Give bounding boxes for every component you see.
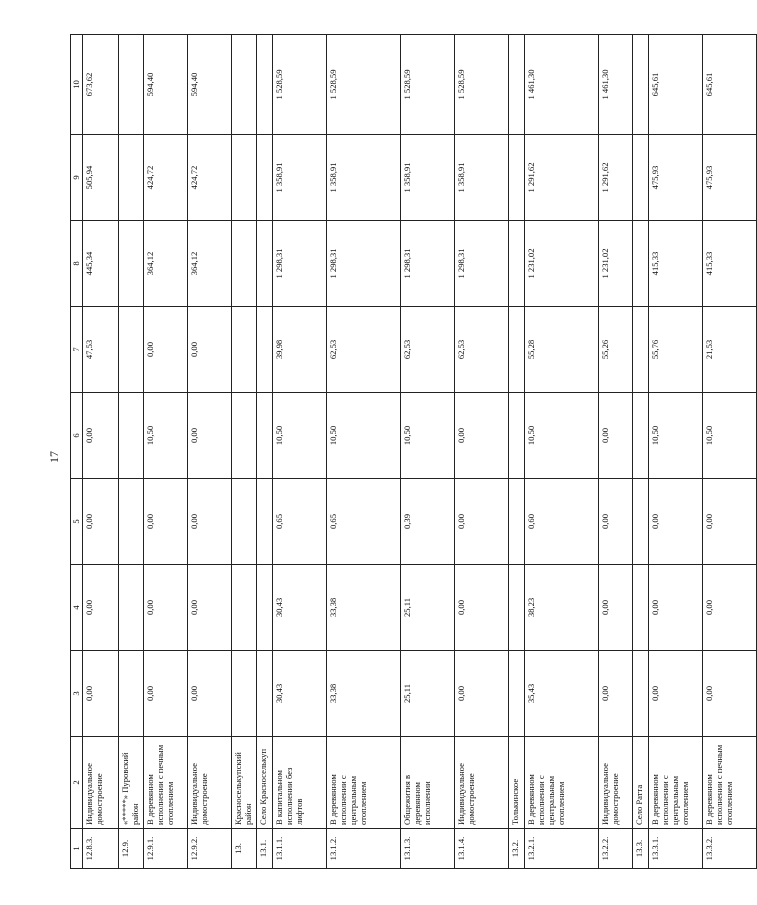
row-number-cell: 13.3.2. [703, 829, 757, 869]
column-number-cell: 4 [71, 565, 83, 651]
value-cell: 55,28 [525, 307, 599, 393]
value-cell [257, 307, 273, 393]
column-number-cell: 3 [71, 651, 83, 737]
value-cell: 55,26 [599, 307, 633, 393]
value-cell: 0,65 [327, 479, 401, 565]
value-cell: 62,53 [327, 307, 401, 393]
value-cell: 505,94 [83, 135, 119, 221]
value-cell: 594,40 [188, 35, 232, 135]
value-cell: 0,00 [144, 307, 188, 393]
value-cell [509, 651, 525, 737]
table-row [144, 35, 188, 869]
value-cell [232, 135, 257, 221]
value-cell [509, 393, 525, 479]
value-cell: 0,00 [599, 393, 633, 479]
housing-type-cell: Индивидуальное домостроение [455, 737, 509, 829]
value-cell: 0,00 [188, 651, 232, 737]
value-cell: 10,50 [327, 393, 401, 479]
value-cell: 0,00 [599, 651, 633, 737]
value-cell: 10,50 [703, 393, 757, 479]
value-cell: 645,61 [649, 35, 703, 135]
column-number-cell: 2 [71, 737, 83, 829]
value-cell [119, 393, 144, 479]
value-cell: 55,76 [649, 307, 703, 393]
value-cell: 415,33 [649, 221, 703, 307]
value-cell: 673,62 [83, 35, 119, 135]
row-number-cell: 13. [232, 829, 257, 869]
row-number-cell: 13.1.2. [327, 829, 401, 869]
value-cell: 1 298,31 [327, 221, 401, 307]
value-cell: 1 298,31 [273, 221, 327, 307]
page-number: 17 [47, 451, 61, 463]
tariff-table [70, 34, 757, 869]
value-cell [232, 307, 257, 393]
value-cell: 0,00 [455, 651, 509, 737]
value-cell: 1 528,59 [401, 35, 455, 135]
housing-type-cell: Индивидуальное домостроение [599, 737, 633, 829]
value-cell: 0,00 [455, 479, 509, 565]
value-cell [257, 393, 273, 479]
value-cell: 0,00 [703, 479, 757, 565]
column-number-cell: 9 [71, 135, 83, 221]
value-cell: 0,00 [83, 393, 119, 479]
value-cell: 1 291,62 [525, 135, 599, 221]
value-cell: 35,43 [525, 651, 599, 737]
table-row [188, 35, 232, 869]
value-cell: 47,53 [83, 307, 119, 393]
column-number-cell: 5 [71, 479, 83, 565]
value-cell: 10,50 [273, 393, 327, 479]
housing-type-cell: В деревянном исполнении с печным отоплением [703, 737, 757, 829]
housing-type-cell: Индивидуальное домостроение [83, 737, 119, 829]
column-number-row [71, 35, 83, 869]
value-cell: 1 358,91 [273, 135, 327, 221]
value-cell: 1 461,30 [599, 35, 633, 135]
row-number-cell: 13.3.1. [649, 829, 703, 869]
section-row [119, 35, 144, 869]
value-cell: 0,00 [649, 565, 703, 651]
value-cell [119, 479, 144, 565]
value-cell [119, 35, 144, 135]
table-row [83, 35, 119, 869]
value-cell [119, 221, 144, 307]
value-cell: 0,65 [273, 479, 327, 565]
table-row [525, 35, 599, 869]
value-cell: 0,00 [188, 565, 232, 651]
housing-type-cell: Красноселькупский район [232, 737, 257, 829]
value-cell [232, 35, 257, 135]
value-cell: 39,98 [273, 307, 327, 393]
value-cell: 38,23 [525, 565, 599, 651]
value-cell: 0,00 [599, 565, 633, 651]
row-number-cell: 12.9. [119, 829, 144, 869]
value-cell: 21,53 [703, 307, 757, 393]
housing-type-cell: В деревянном исполнении с центральным отоплением [649, 737, 703, 829]
housing-type-cell: В деревянном исполнении с печным отоплением [144, 737, 188, 829]
value-cell [633, 651, 649, 737]
row-number-cell: 12.8.3. [83, 829, 119, 869]
table-row [273, 35, 327, 869]
table-row [599, 35, 633, 869]
row-number-cell: 13.2.1. [525, 829, 599, 869]
section-row [232, 35, 257, 869]
value-cell [509, 35, 525, 135]
table-row [327, 35, 401, 869]
value-cell: 0,00 [83, 479, 119, 565]
value-cell [232, 565, 257, 651]
value-cell [633, 479, 649, 565]
value-cell: 1 291,62 [599, 135, 633, 221]
column-number-cell: 6 [71, 393, 83, 479]
value-cell [509, 307, 525, 393]
table-row [401, 35, 455, 869]
row-number-cell: 13.1.3. [401, 829, 455, 869]
value-cell [232, 479, 257, 565]
value-cell: 0,60 [525, 479, 599, 565]
value-cell: 62,53 [401, 307, 455, 393]
value-cell: 364,12 [144, 221, 188, 307]
value-cell [633, 221, 649, 307]
value-cell [257, 565, 273, 651]
value-cell: 0,00 [703, 565, 757, 651]
value-cell [633, 565, 649, 651]
housing-type-cell: Село Красноселькуп [257, 737, 273, 829]
column-number-cell: 7 [71, 307, 83, 393]
value-cell: 1 231,02 [599, 221, 633, 307]
value-cell: 0,00 [83, 565, 119, 651]
value-cell [633, 135, 649, 221]
value-cell [257, 35, 273, 135]
value-cell: 445,34 [83, 221, 119, 307]
value-cell [509, 135, 525, 221]
section-row [509, 35, 525, 869]
value-cell: 0,00 [599, 479, 633, 565]
value-cell: 0,39 [401, 479, 455, 565]
row-number-cell: 13.1.1. [273, 829, 327, 869]
housing-type-cell: В деревянном исполнении с центральным отоплением [525, 737, 599, 829]
table-row [455, 35, 509, 869]
value-cell [257, 479, 273, 565]
value-cell: 25,11 [401, 565, 455, 651]
value-cell: 10,50 [401, 393, 455, 479]
housing-type-cell: Толькинское [509, 737, 525, 829]
column-number-cell: 1 [71, 829, 83, 869]
value-cell [232, 393, 257, 479]
value-cell: 30,43 [273, 565, 327, 651]
value-cell: 645,61 [703, 35, 757, 135]
value-cell: 475,93 [649, 135, 703, 221]
value-cell: 10,50 [649, 393, 703, 479]
value-cell [257, 221, 273, 307]
table-row [703, 35, 757, 869]
value-cell [257, 651, 273, 737]
row-number-cell: 13.3. [633, 829, 649, 869]
value-cell [633, 393, 649, 479]
value-cell: 0,00 [455, 565, 509, 651]
value-cell: 10,50 [144, 393, 188, 479]
value-cell: 0,00 [83, 651, 119, 737]
value-cell: 1 298,31 [455, 221, 509, 307]
value-cell [119, 135, 144, 221]
housing-type-cell: Село Ратта [633, 737, 649, 829]
tariff-table-container [70, 35, 734, 869]
value-cell [509, 479, 525, 565]
value-cell [119, 565, 144, 651]
value-cell: 475,93 [703, 135, 757, 221]
value-cell: 1 358,91 [455, 135, 509, 221]
column-number-cell: 10 [71, 35, 83, 135]
value-cell: 30,43 [273, 651, 327, 737]
value-cell [232, 221, 257, 307]
value-cell [633, 35, 649, 135]
value-cell [509, 221, 525, 307]
value-cell: 0,00 [703, 651, 757, 737]
value-cell: 0,00 [188, 393, 232, 479]
value-cell: 0,00 [188, 307, 232, 393]
value-cell: 1 231,02 [525, 221, 599, 307]
column-number-cell: 8 [71, 221, 83, 307]
housing-type-cell: «*****» Пуровский район [119, 737, 144, 829]
section-row [633, 35, 649, 869]
row-number-cell: 13.1. [257, 829, 273, 869]
row-number-cell: 13.2. [509, 829, 525, 869]
value-cell: 0,00 [144, 565, 188, 651]
row-number-cell: 12.9.2. [188, 829, 232, 869]
housing-type-cell: В деревянном исполнении с центральным отоплением [327, 737, 401, 829]
value-cell: 1 358,91 [327, 135, 401, 221]
value-cell: 1 528,59 [455, 35, 509, 135]
value-cell: 424,72 [144, 135, 188, 221]
value-cell: 1 528,59 [273, 35, 327, 135]
value-cell: 62,53 [455, 307, 509, 393]
value-cell: 33,38 [327, 565, 401, 651]
value-cell [633, 307, 649, 393]
value-cell [119, 651, 144, 737]
value-cell: 415,33 [703, 221, 757, 307]
value-cell: 0,00 [649, 651, 703, 737]
value-cell: 1 461,30 [525, 35, 599, 135]
housing-type-cell: В капитальном исполнении без лифтов [273, 737, 327, 829]
value-cell: 1 528,59 [327, 35, 401, 135]
row-number-cell: 13.2.2. [599, 829, 633, 869]
value-cell [119, 307, 144, 393]
value-cell: 0,00 [455, 393, 509, 479]
value-cell: 25,11 [401, 651, 455, 737]
value-cell [509, 565, 525, 651]
housing-type-cell: Общежития в деревянном исполнении [401, 737, 455, 829]
value-cell: 0,00 [144, 479, 188, 565]
value-cell [257, 135, 273, 221]
value-cell: 0,00 [188, 479, 232, 565]
value-cell: 594,40 [144, 35, 188, 135]
value-cell: 424,72 [188, 135, 232, 221]
value-cell: 364,12 [188, 221, 232, 307]
section-row [257, 35, 273, 869]
value-cell: 1 358,91 [401, 135, 455, 221]
table-row [649, 35, 703, 869]
row-number-cell: 13.1.4. [455, 829, 509, 869]
row-number-cell: 12.9.1. [144, 829, 188, 869]
housing-type-cell: Индивидуальное домостроение [188, 737, 232, 829]
value-cell: 0,00 [649, 479, 703, 565]
value-cell: 1 298,31 [401, 221, 455, 307]
value-cell: 0,00 [144, 651, 188, 737]
value-cell: 33,38 [327, 651, 401, 737]
value-cell: 10,50 [525, 393, 599, 479]
value-cell [232, 651, 257, 737]
table-body [71, 35, 757, 869]
